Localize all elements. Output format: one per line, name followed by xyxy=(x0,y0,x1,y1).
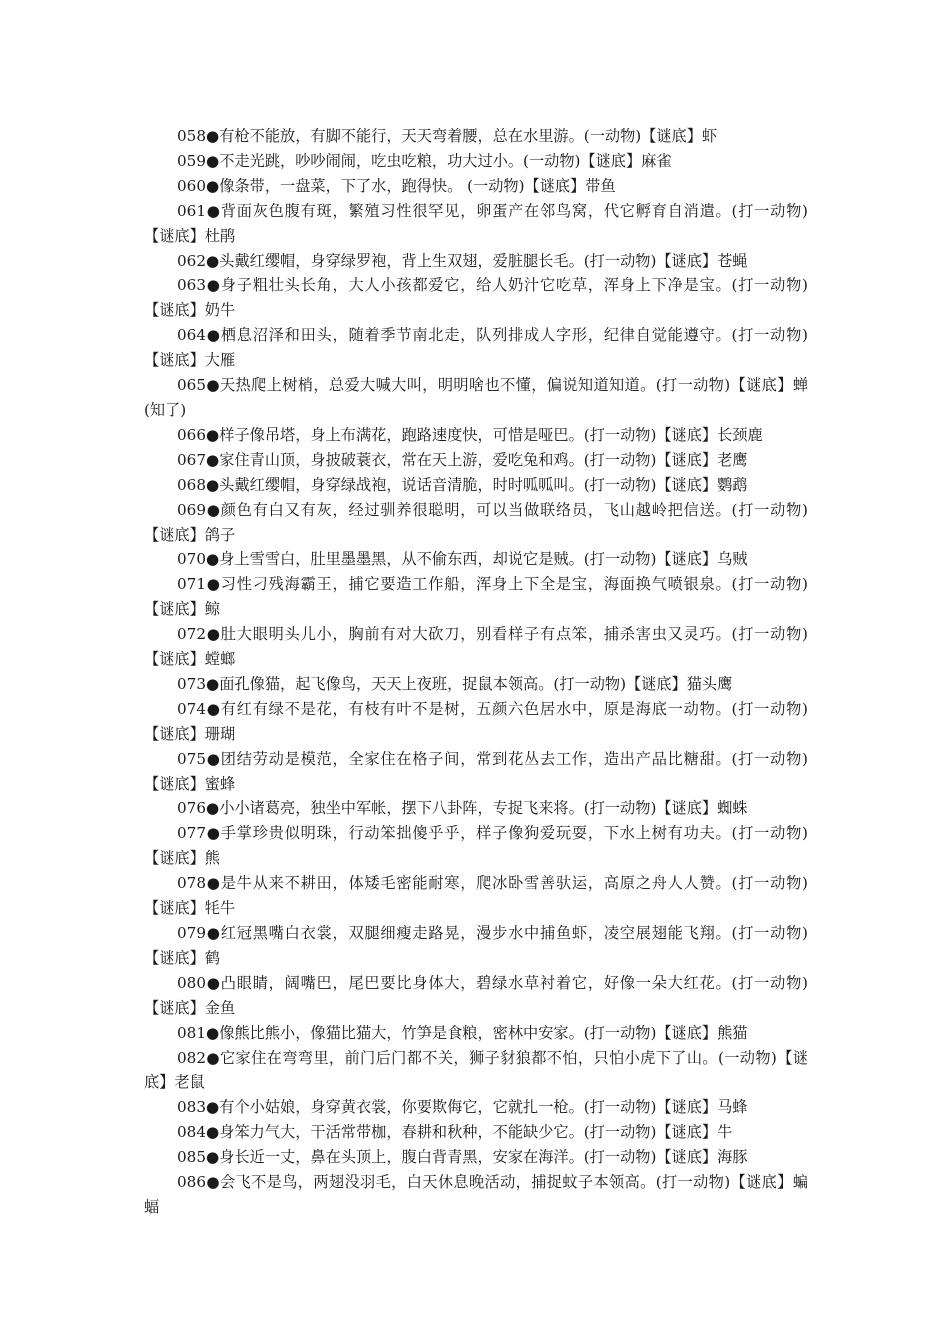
riddle-number: 086 xyxy=(177,1173,206,1192)
bullet-icon: ● xyxy=(206,550,220,569)
bullet-icon: ● xyxy=(206,749,221,768)
bullet-icon: ● xyxy=(206,201,221,220)
riddle-078 xyxy=(144,871,808,921)
riddle-number: 070 xyxy=(177,550,206,569)
riddle-text: 有红有绿不是花，有枝有叶不是树，五颜六色居水中，原是海底一动物。(打一动物)【谜底】珊瑚 xyxy=(144,699,808,743)
riddle-number: 069 xyxy=(177,500,206,519)
riddle-number: 075 xyxy=(177,749,206,768)
riddle-text: 红冠黑嘴白衣裳，双腿细瘦走路晃，漫步水中捕鱼虾，凌空展翅能飞翔。(打一动物)【谜底】鹤 xyxy=(144,924,808,967)
riddle-069 xyxy=(144,498,808,548)
bullet-icon: ● xyxy=(206,450,220,469)
riddle-068 xyxy=(144,473,808,498)
riddle-number: 060 xyxy=(177,176,206,195)
riddle-number: 066 xyxy=(177,425,206,444)
riddle-text: 样子像吊塔，身上布满花，跑路速度快，可惜是哑巴。(打一动物)【谜底】长颈鹿 xyxy=(219,425,763,444)
bullet-icon: ● xyxy=(206,674,220,693)
bullet-icon: ● xyxy=(206,824,221,843)
riddle-065 xyxy=(144,373,808,423)
riddle-077 xyxy=(144,821,808,871)
bullet-icon: ● xyxy=(206,625,221,644)
riddle-number: 058 xyxy=(177,127,206,145)
riddle-058 xyxy=(144,124,808,149)
riddle-080 xyxy=(144,971,808,1021)
bullet-icon: ● xyxy=(206,1098,220,1117)
riddle-text: 身上雪雪白，肚里墨墨黑，从不偷东西，却说它是贼。(打一动物)【谜底】乌贼 xyxy=(219,550,748,569)
riddle-number: 074 xyxy=(177,699,206,718)
riddle-074 xyxy=(144,697,808,747)
riddle-079 xyxy=(144,921,808,971)
riddle-text: 颜色有白又有灰，经过驯养很聪明，可以当做联络员，飞山越岭把信送。(打一动物)【谜底】鸽子 xyxy=(144,500,808,544)
bullet-icon: ● xyxy=(206,176,220,195)
riddle-number: 061 xyxy=(177,201,206,220)
bullet-icon: ● xyxy=(206,1173,220,1192)
riddle-084 xyxy=(144,1120,808,1145)
riddle-number: 072 xyxy=(177,625,206,644)
riddle-text: 像熊比熊小，像猫比猫大，竹笋是食粮，密林中安家。(打一动物)【谜底】熊猫 xyxy=(219,1023,748,1042)
riddle-083 xyxy=(144,1095,808,1120)
riddle-070 xyxy=(144,547,808,572)
riddle-060 xyxy=(144,174,808,199)
bullet-icon: ● xyxy=(206,1123,220,1142)
bullet-icon: ● xyxy=(206,151,220,170)
riddle-075 xyxy=(144,747,808,797)
riddle-number: 083 xyxy=(177,1098,206,1117)
riddle-number: 079 xyxy=(177,924,206,942)
riddle-number: 064 xyxy=(177,326,206,345)
riddle-text: 凸眼睛，阔嘴巴，尾巴要比身体大，碧绿水草衬着它，好像一朵大红花。(打一动物)【谜底】金鱼 xyxy=(144,973,808,1017)
riddle-text: 栖息沼泽和田头，随着季节南北走，队列排成人字形，纪律自觉能遵守。(打一动物)【谜底】大雁 xyxy=(144,326,808,370)
riddle-number: 084 xyxy=(177,1123,206,1142)
riddle-062 xyxy=(144,249,808,274)
riddle-071 xyxy=(144,572,808,622)
riddle-text: 头戴红缨帽，身穿绿战袍，说话音清脆，时时呱呱叫。(打一动物)【谜底】鹦鹉 xyxy=(219,475,748,494)
bullet-icon: ● xyxy=(206,1048,220,1067)
riddle-number: 077 xyxy=(177,824,206,843)
riddle-064 xyxy=(144,323,808,373)
bullet-icon: ● xyxy=(206,1148,220,1167)
riddle-number: 076 xyxy=(177,799,206,818)
riddle-text: 身笨力气大，干活常带枷，春耕和秋种，不能缺少它。(打一动物)【谜底】牛 xyxy=(219,1123,733,1142)
bullet-icon: ● xyxy=(206,326,221,345)
riddle-text: 是牛从来不耕田，体矮毛密能耐寒，爬冰卧雪善驮运，高原之舟人人赞。(打一动物)【谜底】牦牛 xyxy=(144,874,808,918)
bullet-icon: ● xyxy=(206,973,221,992)
bullet-icon: ● xyxy=(206,1023,220,1042)
riddle-number: 063 xyxy=(177,276,206,295)
riddle-text: 头戴红缨帽，身穿绿罗袍，背上生双翅，爱脏腿长毛。(打一动物)【谜底】苍蝇 xyxy=(219,251,748,270)
riddle-number: 068 xyxy=(177,475,206,494)
bullet-icon: ● xyxy=(206,874,221,893)
riddle-text: 会飞不是鸟，两翅没羽毛，白天休息晚活动，捕捉蚊子本领高。(打一动物)【谜底】蝙蝠 xyxy=(144,1173,808,1216)
riddle-text: 面孔像猫，起飞像鸟，天天上夜班，捉鼠本领高。(打一动物)【谜底】猫头鹰 xyxy=(219,674,733,693)
riddle-067 xyxy=(144,448,808,473)
riddle-text: 有枪不能放，有脚不能行，天天弯着腰，总在水里游。(一动物)【谜底】虾 xyxy=(219,127,718,145)
riddle-text: 团结劳动是模范，全家住在格子间，常到花丛去工作，造出产品比糖甜。(打一动物)【谜底】蜜蜂 xyxy=(144,749,808,793)
bullet-icon: ● xyxy=(206,251,220,270)
riddle-number: 082 xyxy=(177,1048,206,1067)
riddle-text: 身子粗壮头长角，大人小孩都爱它，给人奶汁它吃草，浑身上下净是宝。(打一动物)【谜底】奶牛 xyxy=(144,276,808,320)
bullet-icon: ● xyxy=(206,575,221,594)
riddle-text: 手掌珍贵似明珠，行动笨拙傻乎乎，样子像狗爱玩耍，下水上树有功夫。(打一动物)【谜底】熊 xyxy=(144,824,808,868)
bullet-icon: ● xyxy=(206,699,221,718)
document-body xyxy=(144,124,808,1220)
bullet-icon: ● xyxy=(206,376,220,395)
bullet-icon: ● xyxy=(206,425,220,444)
riddle-text: 不走光跳，吵吵闹闹，吃虫吃粮，功大过小。(一动物)【谜底】麻雀 xyxy=(219,151,672,170)
riddle-066 xyxy=(144,423,808,448)
riddle-text: 家住青山顶，身披破蓑衣，常在天上游，爱吃兔和鸡。(打一动物)【谜底】老鹰 xyxy=(219,450,748,469)
riddle-063 xyxy=(144,273,808,323)
riddle-text: 习性刁残海霸王，捕它要造工作船，浑身上下全是宝，海面换气喷银泉。(打一动物)【谜底】鲸 xyxy=(144,575,808,619)
riddle-082 xyxy=(144,1046,808,1096)
riddle-076 xyxy=(144,796,808,821)
riddle-text: 天热爬上树梢，总爱大喊大叫，明明啥也不懂，偏说知道知道。(打一动物)【谜底】蝉(知了) xyxy=(144,376,808,419)
riddle-number: 065 xyxy=(177,376,206,395)
riddle-073 xyxy=(144,672,808,697)
riddle-number: 085 xyxy=(177,1148,206,1167)
bullet-icon: ● xyxy=(206,276,221,295)
riddle-number: 062 xyxy=(177,251,206,270)
bullet-icon: ● xyxy=(206,924,221,942)
riddle-text: 小小诸葛亮，独坐中军帐，摆下八卦阵，专捉飞来将。(打一动物)【谜底】蜘蛛 xyxy=(219,799,748,818)
bullet-icon: ● xyxy=(206,500,221,519)
riddle-text: 它家住在弯弯里，前门后门都不关，狮子豺狼都不怕，只怕小虎下了山。(一动物)【谜底】老鼠 xyxy=(144,1048,808,1092)
riddle-text: 背面灰色腹有斑，繁殖习性很罕见，卵蛋产在邻鸟窝，代它孵育自消遣。(打一动物)【谜底】杜鹃 xyxy=(144,201,808,245)
riddle-text: 像条带，一盘菜，下了水，跑得快。 (一动物)【谜底】带鱼 xyxy=(219,176,616,195)
riddle-072 xyxy=(144,622,808,672)
bullet-icon: ● xyxy=(206,475,220,494)
riddle-number: 081 xyxy=(177,1023,206,1042)
riddle-text: 有个小姑娘，身穿黄衣裳，你要欺侮它，它就扎一枪。(打一动物)【谜底】马蜂 xyxy=(219,1098,748,1117)
riddle-number: 078 xyxy=(177,874,206,893)
riddle-085 xyxy=(144,1145,808,1170)
riddle-081 xyxy=(144,1021,808,1046)
riddle-number: 059 xyxy=(177,151,206,170)
bullet-icon: ● xyxy=(206,799,220,818)
riddle-text: 肚大眼明头儿小，胸前有对大砍刀，别看样子有点笨，捕杀害虫又灵巧。(打一动物)【谜底】螳螂 xyxy=(144,625,808,669)
riddle-text: 身长近一丈，鼻在头顶上，腹白背青黑，安家在海洋。(打一动物)【谜底】海豚 xyxy=(219,1148,748,1167)
riddle-061 xyxy=(144,199,808,249)
riddle-number: 067 xyxy=(177,450,206,469)
riddle-number: 073 xyxy=(177,674,206,693)
bullet-icon: ● xyxy=(206,127,220,145)
riddle-086 xyxy=(144,1170,808,1220)
riddle-059 xyxy=(144,149,808,174)
riddle-number: 071 xyxy=(177,575,206,594)
riddle-number: 080 xyxy=(177,973,206,992)
